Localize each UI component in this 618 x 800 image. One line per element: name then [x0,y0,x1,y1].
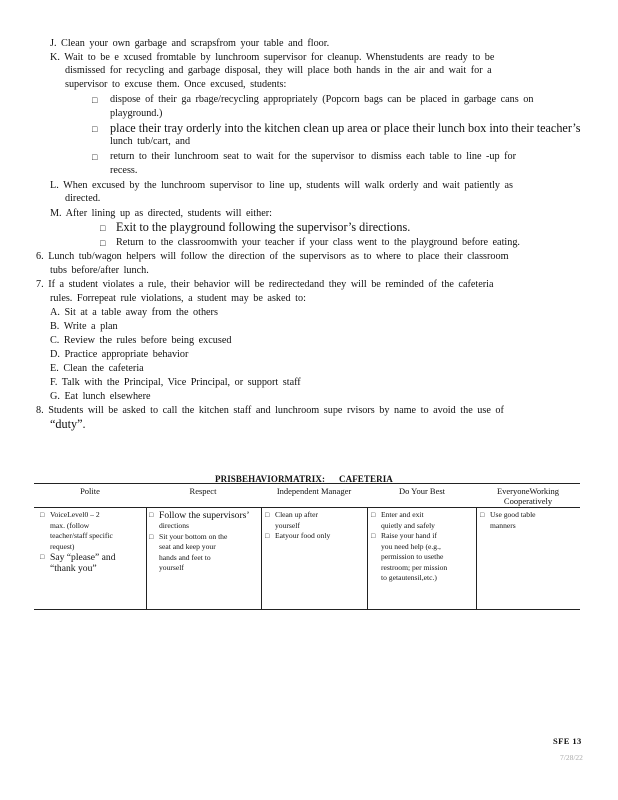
item-k-bullet3-line2: recess. [110,165,138,176]
independent-item2-line1: □ Eatyour food only [275,531,331,540]
item-k-bullet2-line2: lunch tub/cart, and [110,136,191,147]
independent-item-eat-food [265,531,365,542]
best-item2-line3: permission to usethe [381,552,444,561]
everyone-item-table-manners [480,510,576,531]
consequence-g: G. Eat lunch elsewhere [50,391,151,402]
respect-item2-line2: seat and keep your [159,542,216,551]
item-k-line3: supervisor to excuse them. Once excused, students: [65,79,287,90]
cell-everyone-working [480,510,576,531]
header-independent-manager: Independent Manager [276,486,352,496]
polite-item1-line2: max. (follow [50,520,90,530]
header-respect: Respect [189,486,217,496]
item-k-bullet1-line2: playground.) [110,108,163,119]
matrix-header-rule [34,507,580,508]
item-7-line1: 7. If a student violates a rule, their behavior will be redirectedand they will be reminded of the cafeteria [36,279,494,290]
respect-item2-line3: hands and feet to [159,552,211,562]
header-everyone-line1: EveryoneWorking [496,486,560,496]
polite-item1-line3: teacher/staff specific [50,531,113,540]
item-k-line2: dismissed for recycling and garbage disposal, they will place both hands in the air and wait for a [65,65,492,76]
consequence-a: A. Sit at a table away from the others [50,307,218,318]
respect-item1-line1: □ Follow the supervisors’ [159,510,250,521]
best-item2-line4: restroom; per mission [381,562,448,572]
respect-item-follow-supervisors [149,510,259,521]
item-7-line2: rules. Forrepeat rule violations, a student may be asked to: [50,293,306,304]
matrix-divider [146,507,147,609]
matrix-divider [367,507,368,609]
item-6-line1: 6. Lunch tub/wagon helpers will follow the direction of the supervisors as to where to place their classroom [36,251,509,262]
item-8-line2: “duty”. [50,417,86,431]
cell-polite [40,510,144,574]
consequence-f: F. Talk with the Principal, Vice Principal, or support staff [50,377,301,388]
polite-item-please-thank-you [40,552,144,574]
item-m-bullet1: Exit to the playground following the supervisor’s directions. [116,220,411,234]
checkbox-bullet-icon [92,123,97,135]
header-do-your-best: Do Your Best [398,486,446,496]
revision-date: 7/28/22 [560,753,583,762]
polite-item1-line1: □ VoiceLevel0 – 2 [50,510,100,519]
best-item2-line1: □ Raise your hand if [381,531,437,540]
independent-item-clean-up [265,510,365,531]
item-j: J. Clean your own garbage and scrapsfrom your table and floor. [50,38,330,49]
respect-item-sit-bottom [149,532,259,574]
item-l-line1: L. When excused by the lunchroom supervisor to line up, students will walk orderly and wait patiently as [50,180,514,191]
everyone-item1-line2: manners [490,520,516,530]
consequence-c: C. Review the rules before being excused [50,335,232,346]
matrix-subtitle: CAFETERIA [339,474,393,484]
item-l-line2: directed. [65,193,101,204]
respect-item2-line1: □ Sit your bottom on the [159,531,228,541]
checkbox-bullet-icon [100,222,105,234]
consequence-e: E. Clean the cafeteria [50,363,144,374]
item-m-bullet2: Return to the classroomwith your teacher if your class went to the playground before eating. [116,237,520,248]
cell-respect [149,510,259,574]
polite-item1-line4: request) [50,541,75,551]
best-item2-line5: to getautensil,etc.) [381,573,437,582]
item-k-bullet1-line1: dispose of their ga rbage/recycling appropriately (Popcorn bags can be placed in garbage cans on [110,94,534,105]
header-everyone-line2: Cooperatively [503,496,553,506]
matrix-divider [261,507,262,609]
polite-item2-line1: □ Say “please” and [50,552,116,563]
polite-item-voice-level [40,510,144,552]
item-m-line1: M. After lining up as directed, students will either: [50,208,272,219]
independent-item1-line2: yourself [275,520,300,530]
consequence-b: B. Write a plan [50,321,118,332]
matrix-top-rule [34,483,580,484]
cell-independent-manager [265,510,365,542]
checkbox-bullet-icon [100,237,105,249]
best-item-raise-hand [371,531,474,584]
matrix-bottom-rule [34,609,580,610]
best-item1-line1: □ Enter and exit [381,510,424,519]
polite-item2-line2: “thank you” [50,563,97,574]
everyone-item1-line1: □ Use good table [490,510,536,519]
checkbox-bullet-icon [92,94,97,106]
header-polite: Polite [80,486,100,496]
item-k-bullet3-line1: return to their lunchroom seat to wait for the supervisor to dismiss each table to line -up for [110,151,517,162]
item-k-bullet2-line1: place their tray orderly into the kitchen clean up area or place their lunch box into their teacher’s [110,121,581,135]
matrix-title: PRISBEHAVIORMATRIX: [215,474,326,484]
checkbox-bullet-icon [92,151,97,163]
item-8-line1: 8. Students will be asked to call the kitchen staff and lunchroom supe rvisors by name to avoid the use of [36,405,504,416]
best-item1-line2: quietly and safely [381,520,435,530]
item-6-line2: tubs before/after lunch. [50,265,149,276]
best-item-enter-exit [371,510,474,531]
cell-do-your-best [371,510,474,584]
respect-item1-line2: directions [159,521,189,530]
page-number: SFE 13 [553,736,582,746]
header-everyone-working [478,486,578,506]
item-k-line1: K. Wait to be e xcused fromtable by lunchroom supervisor for cleanup. Whenstudents are ready to be [50,52,495,63]
independent-item1-line1: □ Clean up after [275,510,319,519]
matrix-divider [476,507,477,609]
best-item2-line2: you need help (e.g., [381,541,441,551]
consequence-d: D. Practice appropriate behavior [50,349,189,360]
respect-item2-line4: yourself [159,563,184,572]
